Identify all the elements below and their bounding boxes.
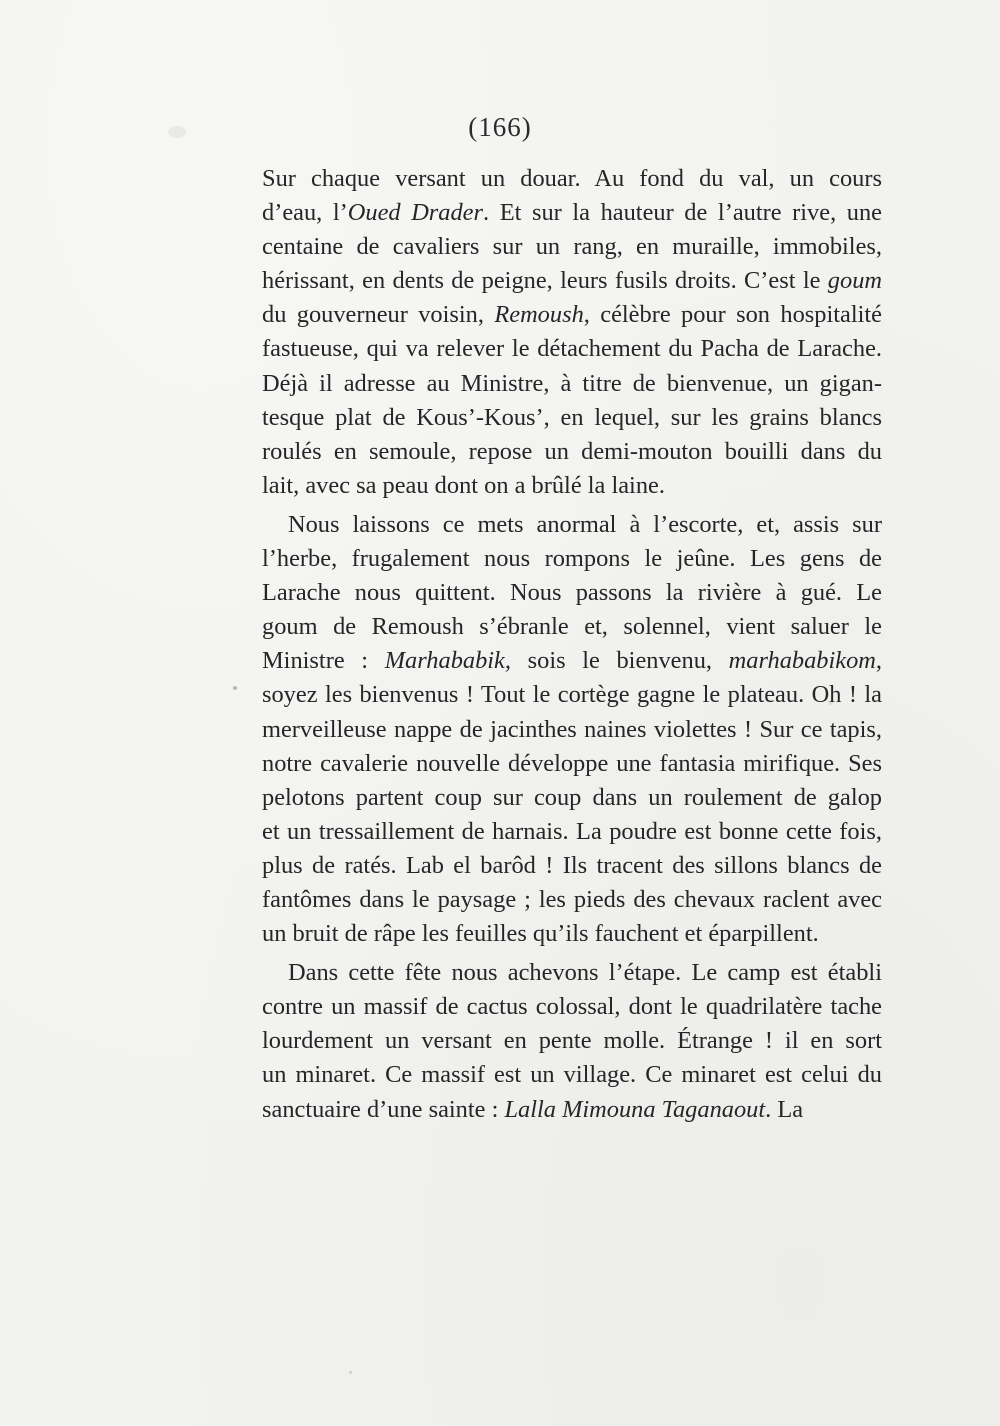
text-run: sois le bienvenu, bbox=[510, 647, 729, 675]
italic-term: Marhababik, bbox=[384, 647, 511, 675]
text-run: roulés en semoule, repose un demi-mouton bouilli dans du bbox=[262, 437, 882, 465]
text-line bbox=[262, 230, 882, 264]
text-line bbox=[262, 469, 882, 503]
text-line bbox=[262, 332, 882, 366]
text-run: du gouverneur voisin, bbox=[262, 301, 495, 329]
text-run: Déjà il adresse au Ministre, à titre de bienvenue, un gigan- bbox=[262, 369, 882, 397]
paragraph bbox=[262, 162, 882, 503]
text-line bbox=[262, 298, 882, 332]
text-run: Sur chaque versant un douar. Au fond du val, un cours bbox=[262, 165, 882, 192]
text-run: Nous laissons ce mets anormal à l’escorte, et, assis sur bbox=[288, 510, 882, 538]
text-line bbox=[262, 678, 882, 712]
text-run: et un tressaillement de harnais. La poudre est bonne cette fois, bbox=[262, 817, 882, 845]
text-line bbox=[262, 815, 882, 849]
text-line bbox=[262, 264, 882, 298]
italic-term: Remoush bbox=[494, 301, 584, 329]
text-run: fantômes dans le paysage ; les pieds des chevaux raclent avec bbox=[262, 885, 882, 913]
text-run: lourdement un versant en pente molle. Étrange ! il en sort bbox=[262, 1027, 882, 1055]
text-run: , célèbre pour son hospitalité bbox=[583, 301, 882, 329]
text-run: tesque plat de Kous’-Kous’, en lequel, sur les grains blancs bbox=[262, 403, 882, 431]
text-run: un minaret. Ce massif est un village. Ce minaret est celui du bbox=[262, 1061, 882, 1089]
text-run: pelotons partent coup sur coup dans un roulement de galop bbox=[262, 783, 882, 811]
text-line bbox=[262, 917, 882, 951]
paragraph bbox=[262, 956, 882, 1126]
text-run: d’eau, l’ bbox=[262, 199, 348, 227]
text-line bbox=[262, 849, 882, 883]
italic-term: goum bbox=[827, 267, 882, 295]
text-run: Ministre : bbox=[262, 647, 385, 675]
paper-stain bbox=[233, 686, 237, 690]
text-line bbox=[262, 610, 882, 644]
italic-term: Lalla Mimouna Taganaout bbox=[504, 1095, 766, 1123]
text-run: soyez les bienvenus ! Tout le cortège gagne le plateau. Oh ! la bbox=[262, 681, 882, 709]
text-run: . Et sur la hauteur de l’autre rive, une bbox=[483, 199, 882, 227]
text-line bbox=[262, 1093, 882, 1127]
text-run: contre un massif de cactus colossal, dont le quadrilatère tache bbox=[262, 993, 882, 1021]
text-run: goum de Remoush s’ébranle et, solennel, vient saluer le bbox=[262, 613, 882, 641]
text-line bbox=[262, 713, 882, 747]
text-line bbox=[262, 162, 882, 196]
body-text bbox=[262, 162, 882, 1127]
text-line bbox=[262, 747, 882, 781]
text-line bbox=[262, 956, 882, 990]
text-run: l’herbe, frugalement nous rompons le jeûne. Les gens de bbox=[262, 545, 882, 573]
text-line bbox=[262, 1058, 882, 1092]
text-run: centaine de cavaliers sur un rang, en muraille, immobiles, bbox=[262, 233, 882, 261]
text-run: fastueuse, qui va relever le détachement du Pacha de Larache. bbox=[262, 335, 882, 363]
text-run: Dans cette fête nous achevons l’étape. Le camp est établi bbox=[288, 959, 882, 987]
text-run: , bbox=[875, 647, 883, 675]
text-line bbox=[262, 576, 882, 610]
page-number: (166) bbox=[468, 112, 532, 142]
paper-stain bbox=[349, 1371, 352, 1374]
italic-term: Oued Drader bbox=[347, 199, 484, 227]
text-run: hérissant, en dents de peigne, leurs fusils droits. C’est le bbox=[262, 267, 828, 295]
text-line bbox=[262, 435, 882, 469]
text-run: lait, avec sa peau dont on a brûlé la laine. bbox=[262, 471, 665, 499]
text-run: notre cavalerie nouvelle développe une fantasia mirifique. Ses bbox=[262, 749, 882, 777]
text-line bbox=[262, 196, 882, 230]
text-line bbox=[262, 1024, 882, 1058]
text-run: Larache nous quittent. Nous passons la rivière à gué. Le bbox=[262, 579, 882, 607]
text-run: sanctuaire d’une sainte : bbox=[262, 1095, 505, 1123]
text-line bbox=[262, 990, 882, 1024]
text-line bbox=[262, 367, 882, 401]
italic-term: marhababikom bbox=[728, 647, 876, 675]
text-line bbox=[262, 883, 882, 917]
text-line bbox=[262, 401, 882, 435]
text-run: un bruit de râpe les feuilles qu’ils fauchent et éparpillent. bbox=[262, 920, 819, 948]
text-run: . La bbox=[765, 1095, 804, 1123]
text-line bbox=[262, 644, 882, 678]
text-run: plus de ratés. Lab el barôd ! Ils tracent des sillons blancs de bbox=[262, 851, 882, 879]
text-line bbox=[262, 508, 882, 542]
text-line bbox=[262, 781, 882, 815]
text-run: merveilleuse nappe de jacinthes naines violettes ! Sur ce tapis, bbox=[262, 715, 882, 743]
paragraph bbox=[262, 508, 882, 951]
text-line bbox=[262, 542, 882, 576]
